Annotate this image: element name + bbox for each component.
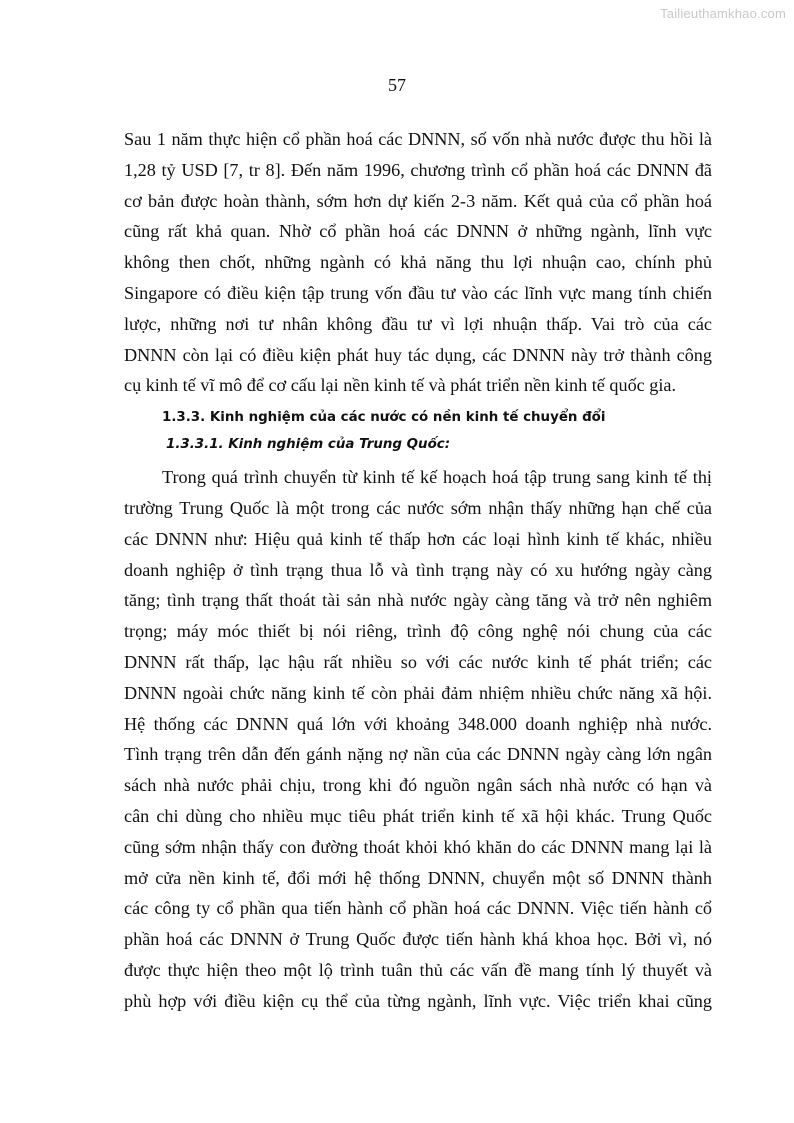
text-line: doanh nghiệp ở tình trạng thua lỗ và tình trạng này có xu hướng ngày càng bbox=[124, 559, 712, 580]
text-line: Sau 1 năm thực hiện cổ phần hoá các DNNN, số vốn nhà nước được thu hồi là bbox=[124, 129, 712, 149]
paragraph-china bbox=[124, 462, 712, 1016]
text-line: 1,28 tỷ USD [7, tr 8]. Đến năm 1996, chương trình cổ phần hoá các DNNN đã bbox=[124, 159, 712, 180]
text-line: tăng; tình trạng thất thoát tài sản nhà nước ngày càng tăng và trở nên nghiêm bbox=[124, 590, 712, 611]
section-heading-1-3-3: 1.3.3. Kinh nghiệm của các nước có nền kinh tế chuyển đổi bbox=[162, 410, 606, 426]
text-line: được thực hiện theo một lộ trình tuân thủ các vấn đề mang tính lý thuyết và bbox=[124, 959, 712, 980]
text-line: không then chốt, những ngành có khả năng thu lợi nhuận cao, chính phủ bbox=[124, 252, 712, 273]
text-line: DNNN rất thấp, lạc hậu rất nhiều so với các nước kinh tế phát triển; các bbox=[124, 651, 712, 672]
page-number: 57 bbox=[388, 75, 406, 95]
text-line: cũng sớm nhận thấy con đường thoát khỏi khó khăn do các DNNN mang lại là bbox=[124, 836, 712, 857]
text-line: cân chi dùng cho nhiều mục tiêu phát triển kinh tế xã hội khác. Trung Quốc bbox=[124, 805, 712, 826]
text-line: trọng; máy móc thiết bị nói riêng, trình độ công nghệ nói chung của các bbox=[124, 621, 712, 642]
text-line: DNNN ngoài chức năng kinh tế còn phải đảm nhiệm nhiều chức năng xã hội. bbox=[124, 682, 712, 703]
text-line: mở cửa nền kinh tế, đổi mới hệ thống DNNN, chuyển một số DNNN thành bbox=[124, 867, 712, 888]
text-line: cơ bản được hoàn thành, sớm hơn dự kiến 2-3 năm. Kết quả của cổ phần hoá bbox=[124, 190, 712, 211]
section-heading-1-3-3-1: 1.3.3.1. Kinh nghiệm của Trung Quốc: bbox=[166, 437, 451, 453]
text-line: các công ty cổ phần qua tiến hành cổ phần hoá các DNNN. Việc tiến hành cổ bbox=[124, 898, 712, 919]
text-line: Singapore có điều kiện tập trung vốn đầu tư vào các lĩnh vực mang tính chiến bbox=[124, 282, 712, 303]
text-line: trường Trung Quốc là một trong các nước sớm nhận thấy những hạn chế của bbox=[124, 497, 712, 518]
text-line: lược, những nơi tư nhân không đầu tư vì lợi nhuận thấp. Vai trò của các bbox=[124, 313, 712, 334]
text-line: cũng rất khả quan. Nhờ cổ phần hoá các DNNN ở những ngành, lĩnh vực bbox=[124, 221, 712, 242]
paragraph-singapore bbox=[124, 124, 712, 401]
text-line: Hệ thống các DNNN quá lớn với khoảng 348.000 doanh nghiệp nhà nước. bbox=[124, 713, 712, 734]
text-line: sách nhà nước phải chịu, trong khi đó nguồn ngân sách nhà nước có hạn và bbox=[124, 775, 712, 796]
text-line: phần hoá các DNNN ở Trung Quốc được tiến hành khá khoa học. Bởi vì, nó bbox=[124, 929, 712, 950]
text-line: DNNN còn lại có điều kiện phát huy tác dụng, các DNNN này trở thành công bbox=[124, 344, 712, 365]
text-line: cụ kinh tế vĩ mô để cơ cấu lại nền kinh tế và phát triển nền kinh tế quốc gia. bbox=[124, 375, 677, 396]
text-line: các DNNN như: Hiệu quả kinh tế thấp hơn các loại hình kinh tế khác, nhiều bbox=[124, 528, 712, 549]
text-line: phù hợp với điều kiện cụ thể của từng ngành, lĩnh vực. Việc triển khai cũng bbox=[124, 990, 712, 1011]
watermark: Tailieuthamkhao.com bbox=[660, 6, 786, 21]
text-line: Trong quá trình chuyển từ kinh tế kế hoạch hoá tập trung sang kinh tế thị bbox=[162, 467, 712, 488]
page-body bbox=[124, 124, 712, 1017]
text-line: Tình trạng trên dẫn đến gánh nặng nợ nần của các DNNN ngày càng lớn ngân bbox=[124, 744, 712, 765]
